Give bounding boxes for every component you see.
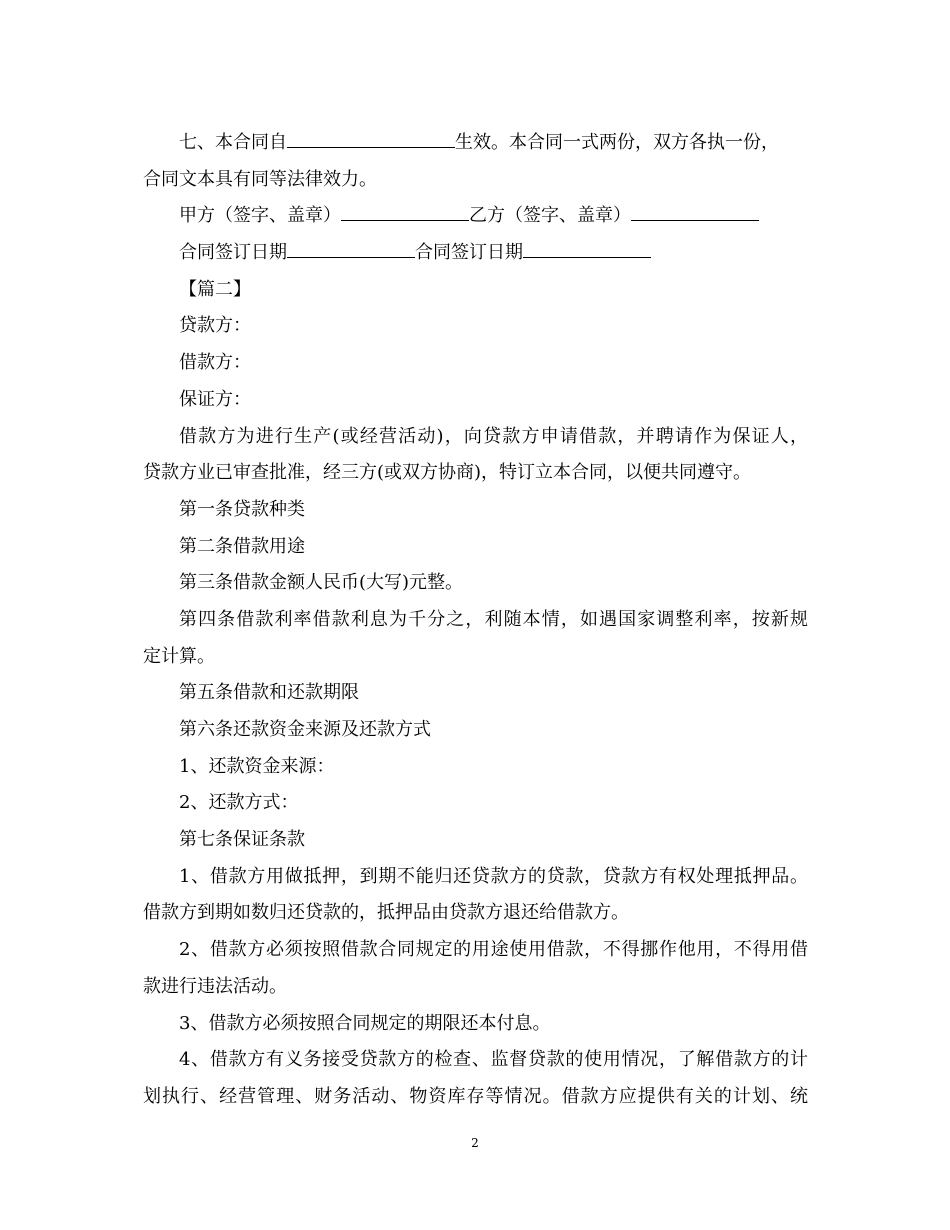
guarantor-field: 保证方： [179,388,251,410]
clause-seven-end: 生效。本合同一式两份，双方各执一份， [455,132,779,153]
article-heading: 第六条还款资金来源及还款方式 [179,719,431,740]
section-heading: 【篇二】 [179,278,251,300]
signing-date-blank-a [287,243,415,258]
paragraph-line: 2、借款方必须按照借款合同规定的用途使用借款，不得挪作他用，不得用借 [179,939,808,961]
party-a-signature-blank [341,206,469,221]
paragraph-line: 款进行违法活动。 [143,975,287,997]
list-item: 2、还款方式： [179,792,299,814]
effective-date-blank [287,133,455,148]
lender-field: 贷款方： [179,315,251,337]
borrower-field: 借款方： [179,352,251,374]
paragraph-line: 贷款方业已审查批准，经三方(或双方协商)，特订立本合同，以便共同遵守。 [143,462,752,484]
paragraph-line: 借款方到期如数归还贷款的，抵押品由贷款方退还给借款方。 [143,902,629,924]
article-heading: 第三条借款金额人民币(大写)元整。 [179,572,464,594]
clause-seven-continuation: 合同文本具有同等法律效力。 [143,168,377,190]
party-b-label: 乙方（签字、盖章） [469,205,631,227]
paragraph-line: 第四条借款利率借款利息为千分之，利随本情，如遇国家调整利率，按新规 [179,608,808,630]
paragraph-line: 3、借款方必须按照合同规定的期限还本付息。 [179,1012,551,1034]
clause-seven-line [143,125,808,162]
paragraph-line: 借款方为进行生产(或经营活动)，向贷款方申请借款，并聘请作为保证人， [179,425,808,447]
article-heading: 第七条保证条款 [179,829,305,851]
paragraph-line: 1、借款方用做抵押，到期不能归还贷款方的贷款，贷款方有权处理抵押品。 [179,865,808,887]
party-a-label: 甲方（签字、盖章） [179,205,341,227]
list-item: 1、还款资金来源： [179,755,335,777]
signing-date-line [143,235,808,272]
clause-seven-start: 七、本合同自 [179,132,287,153]
document-body [143,125,808,1116]
party-b-signature-blank [631,206,759,221]
signing-date-blank-b [523,243,651,258]
paragraph-line: 4、借款方有义务接受贷款方的检查、监督贷款的使用情况，了解借款方的计 [179,1049,808,1071]
signing-date-label-b: 合同签订日期 [415,242,523,264]
paragraph-line: 定计算。 [143,645,215,667]
article-heading: 第一条贷款种类 [179,498,305,520]
article-heading: 第五条借款和还款期限 [179,682,359,704]
article-heading: 第二条借款用途 [179,535,305,557]
signature-line [143,198,808,235]
page-number: 2 [471,1136,479,1150]
paragraph-line: 划执行、经营管理、财务活动、物资库存等情况。借款方应提供有关的计划、统 [143,1085,808,1107]
signing-date-label-a: 合同签订日期 [179,242,287,264]
